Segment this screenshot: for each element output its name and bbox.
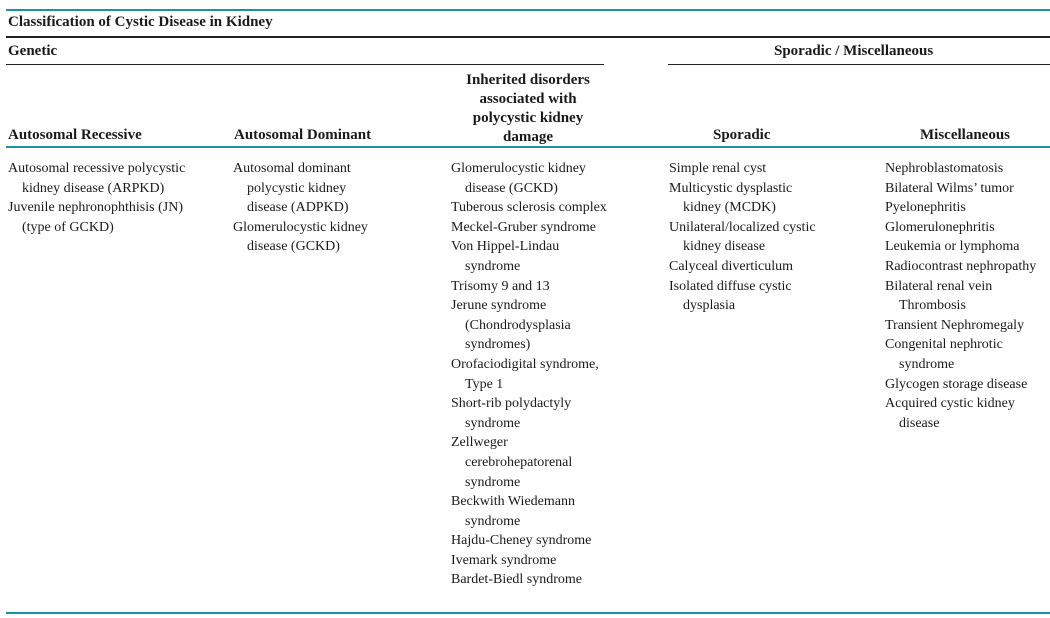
list-item: Isolated diffuse cystic dysplasia xyxy=(669,278,792,314)
list-item: Beckwith Wiedemann syndrome xyxy=(451,494,575,529)
list-item: Hajdu-Cheney syndrome xyxy=(451,533,592,549)
list-item: Transient Nephromegaly xyxy=(885,317,1025,333)
list-item: Meckel-Gruber syndrome xyxy=(451,219,597,235)
list-item: Autosomal recessive polycystic kidney disease (ARPKD) xyxy=(8,161,186,196)
sporadic-rule xyxy=(668,64,1050,65)
list-item: Bardet-Biedl syndrome xyxy=(451,572,583,588)
list-item: Ivemark syndrome xyxy=(451,552,557,568)
list-item: Zellweger cerebrohepatorenal syndrome xyxy=(451,435,573,490)
list-item: Calyceal diverticulum xyxy=(669,258,794,274)
list-item: Jerune syndrome (Chondrodysplasia syndromes) xyxy=(451,298,571,353)
bottom-rule xyxy=(6,612,1050,614)
list-item: Glycogen storage disease xyxy=(885,376,1028,392)
header-miscellaneous: Miscellaneous xyxy=(920,127,1010,143)
list-item: Leukemia or lymphoma xyxy=(885,239,1020,255)
column-sporadic xyxy=(669,159,829,316)
list-item: Glomerulonephritis xyxy=(885,219,995,235)
column-autosomal-recessive xyxy=(8,159,198,237)
group-genetic: Genetic xyxy=(8,43,58,59)
header-autosomal-recessive: Autosomal Recessive xyxy=(8,127,142,143)
list-item: Nephroblastomatosis xyxy=(885,161,1004,176)
header-rule xyxy=(6,146,1050,148)
column-miscellaneous xyxy=(885,159,1048,433)
list-item: Glomerulocystic kidney disease (GCKD) xyxy=(233,219,368,255)
list-item: Pyelonephritis xyxy=(885,200,966,216)
header-inherited-disorders: Inherited disorders associated with polycystic kidney damage xyxy=(466,72,590,145)
header-autosomal-dominant: Autosomal Dominant xyxy=(234,127,372,143)
genetic-rule xyxy=(6,64,604,65)
list-item: Simple renal cyst xyxy=(669,161,767,176)
list-item: Bilateral renal vein Thrombosis xyxy=(885,278,993,314)
column-autosomal-dominant xyxy=(233,159,385,257)
column-inherited-disorders xyxy=(451,159,609,590)
top-rule xyxy=(6,9,1050,11)
list-item: Bilateral Wilms’ tumor xyxy=(885,180,1014,196)
list-item: Trisomy 9 and 13 xyxy=(451,278,550,294)
title-rule xyxy=(6,36,1050,38)
list-item: Unilateral/localized cystic kidney disease xyxy=(669,219,816,255)
list-item: Orofaciodigital syndrome, Type 1 xyxy=(451,356,599,392)
list-item: Tuberous sclerosis complex xyxy=(451,200,607,216)
list-item: Multicystic dysplastic kidney (MCDK) xyxy=(669,180,793,216)
list-item: Short-rib polydactyly syndrome xyxy=(451,396,572,431)
list-item: Juvenile nephronophthisis (JN) (type of GCKD) xyxy=(8,200,183,235)
group-sporadic: Sporadic / Miscellaneous xyxy=(774,43,934,59)
list-item: Autosomal dominant polycystic kidney disease (ADPKD) xyxy=(233,161,351,216)
list-item: Congenital nephrotic syndrome xyxy=(885,337,1003,372)
header-sporadic: Sporadic xyxy=(713,127,771,143)
list-item: Glomerulocystic kidney disease (GCKD) xyxy=(451,161,586,196)
list-item: Von Hippel-Lindau syndrome xyxy=(451,239,560,274)
list-item: Radiocontrast nephropathy xyxy=(885,258,1037,274)
table-title: Classification of Cystic Disease in Kidney xyxy=(8,14,273,30)
list-item: Acquired cystic kidney disease xyxy=(885,396,1015,431)
